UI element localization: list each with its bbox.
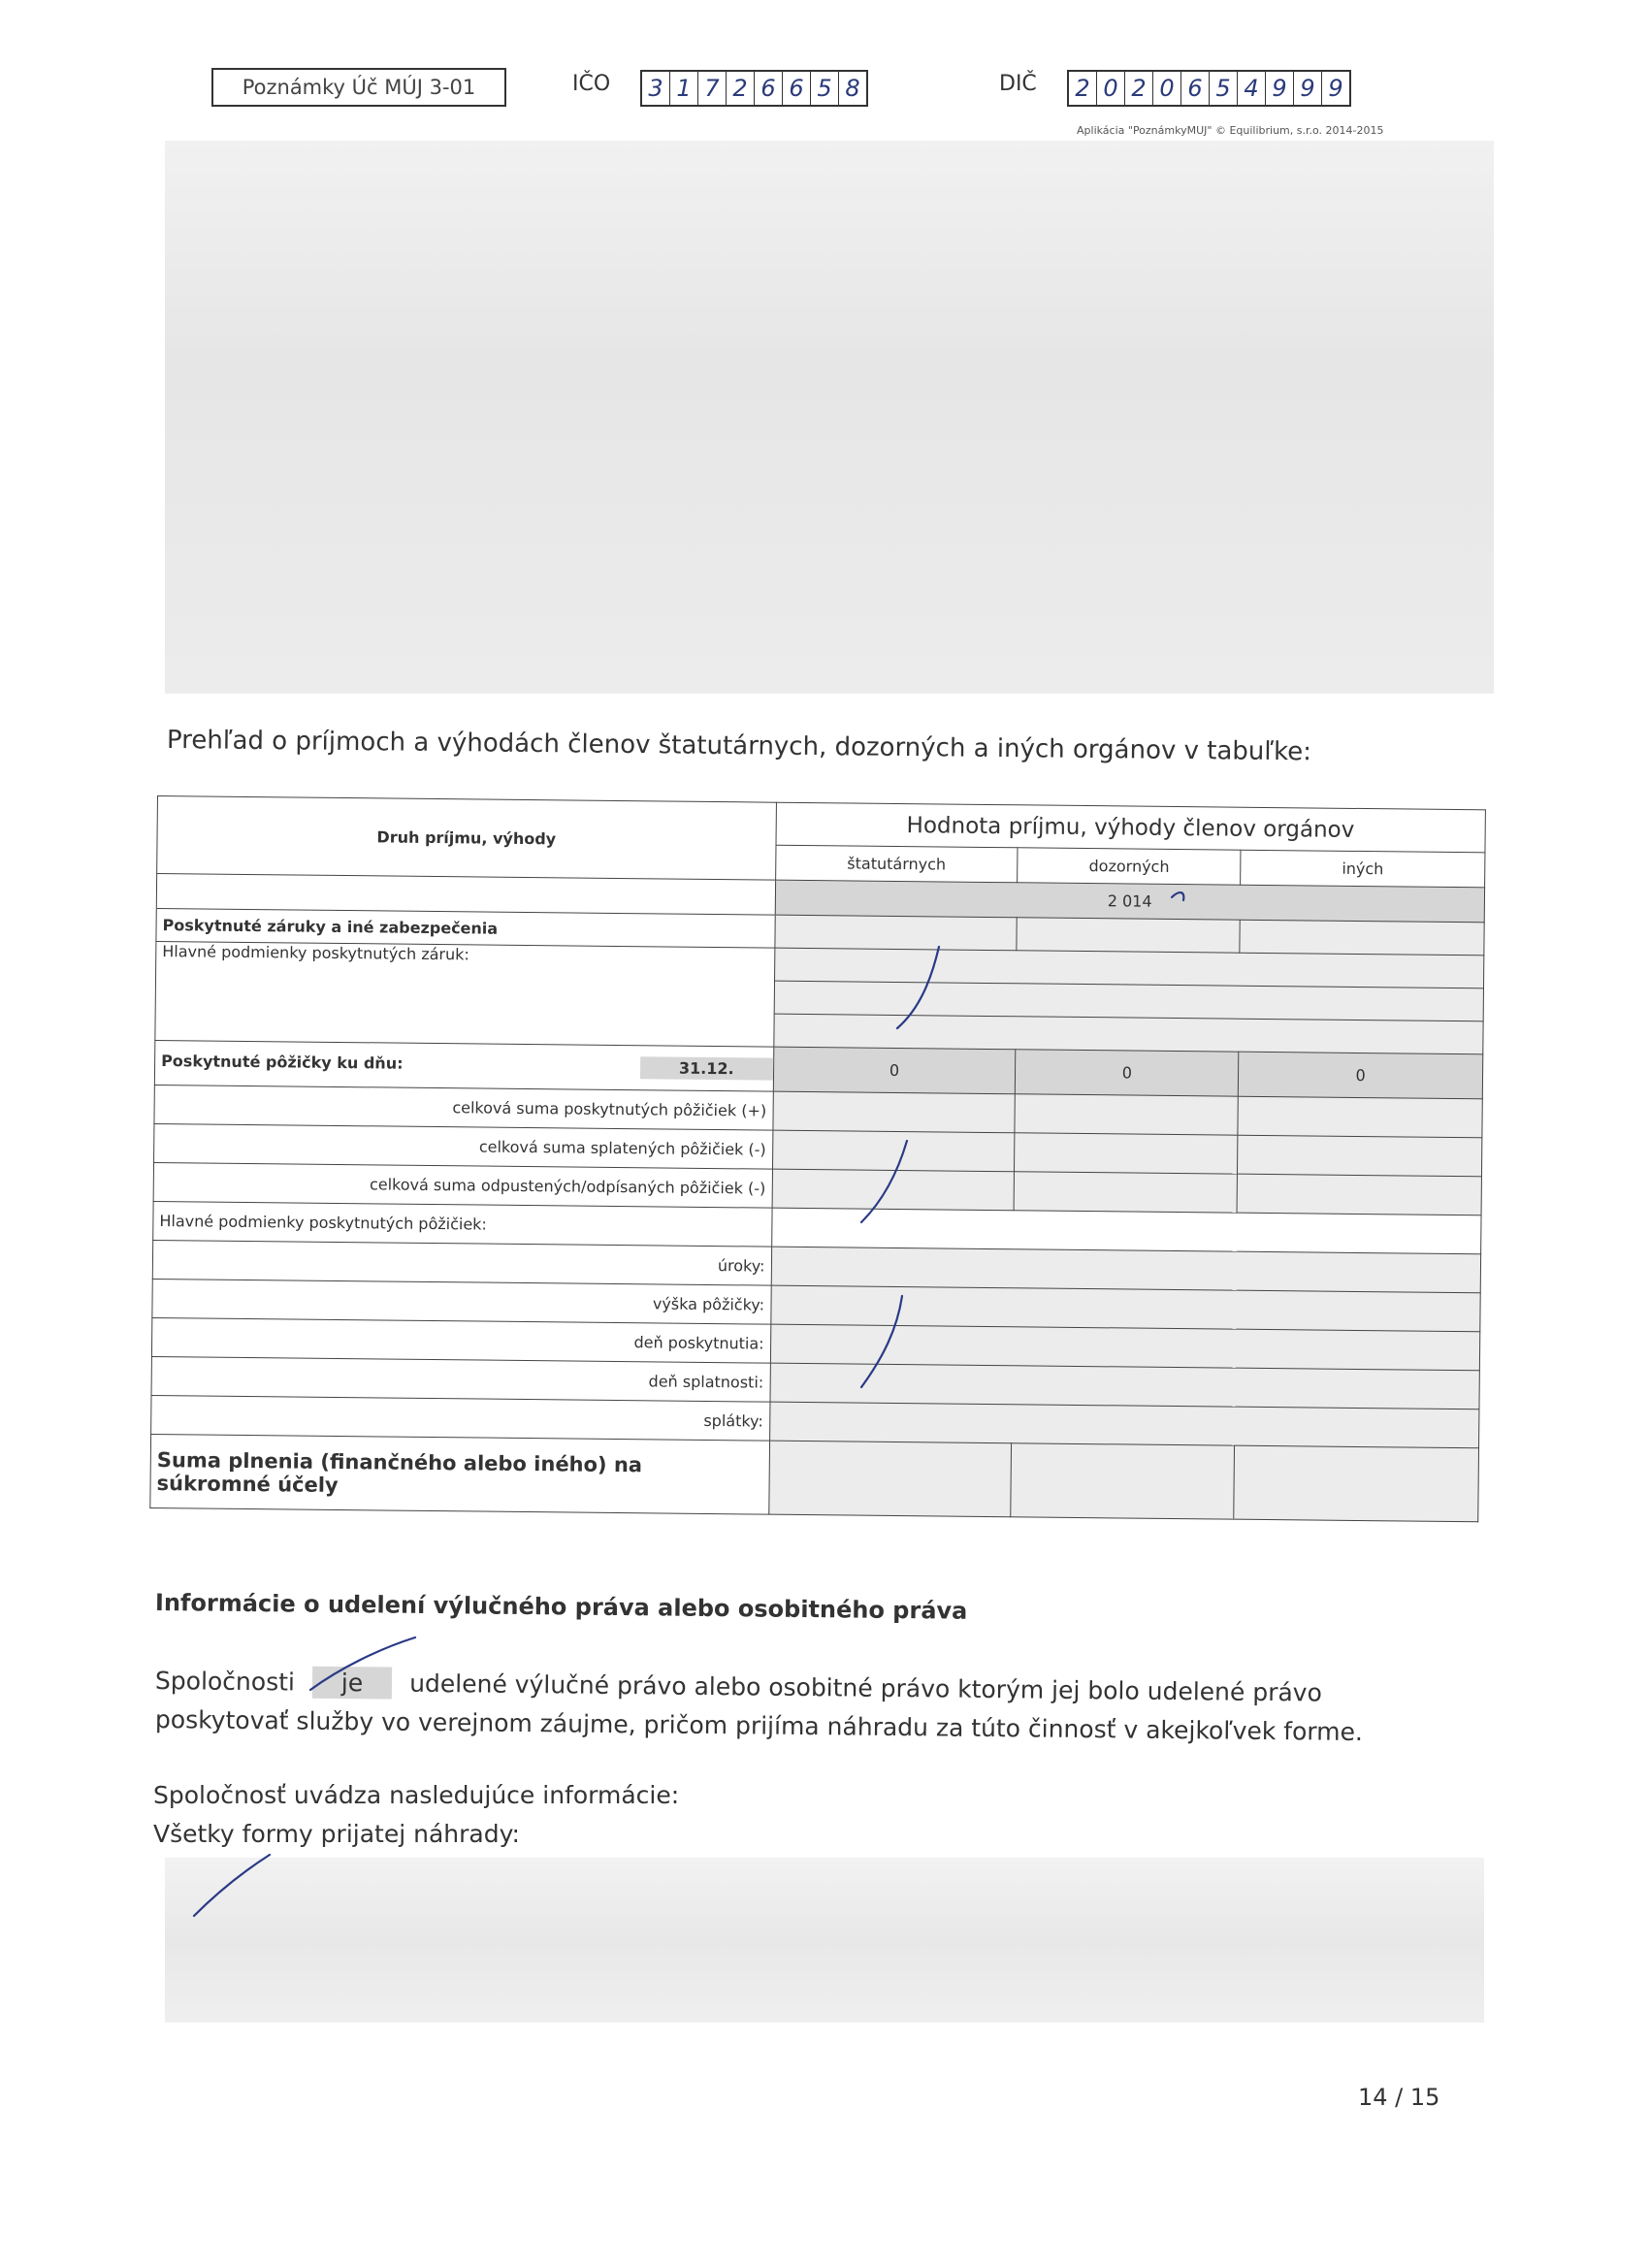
loans-conditions: Hlavné podmienky poskytnutých pôžičiek: — [153, 1201, 772, 1247]
exclusive-line1-post: udelené výlučné právo alebo osobitné právo ktorým jej bolo udelené právo — [409, 1669, 1323, 1707]
loans-value-dozornych: 0 — [1016, 1050, 1239, 1096]
cond-interest: úroky: — [152, 1240, 771, 1285]
ico-digit: 8 — [845, 75, 860, 102]
table-intro: Prehľad o príjmoch a výhodách členov štatutárnych, dozorných a iných orgánov v tabuľke: — [166, 726, 1312, 767]
loans-label-cell — [154, 1040, 773, 1091]
app-note: Aplikácia "PoznámkyMUJ" © Equilibrium, s.r.o. 2014-2015 — [1077, 124, 1384, 137]
ico-digit: 5 — [811, 72, 839, 105]
dic-digit: 2 — [1069, 72, 1097, 105]
ico-digit: 6 — [755, 72, 783, 105]
exclusive-line1-word: je — [312, 1667, 393, 1700]
form-code-box — [211, 68, 506, 107]
benefits-table — [149, 795, 1486, 1522]
exclusive-info-line: Spoločnosť uvádza nasledujúce informácie: — [153, 1781, 680, 1809]
loans-date: 31.12. — [640, 1056, 773, 1080]
redacted-area-bottom — [165, 1858, 1484, 2023]
loans-row-provided: celková suma poskytnutých pôžičiek (+) — [154, 1085, 773, 1130]
loans-value-inych: 0 — [1239, 1052, 1483, 1099]
cond-amount: výška pôžičky: — [152, 1279, 771, 1324]
ico-digit: 3 — [642, 72, 670, 105]
dic-digit: 2 — [1125, 72, 1153, 105]
year-cell: 2 014 — [775, 880, 1485, 923]
cond-installments: splátky: — [151, 1395, 770, 1441]
col-header-dozornych: dozorných — [1018, 848, 1241, 885]
ico-digit: 1 — [670, 72, 698, 105]
form-code: Poznámky Úč MÚJ 3-01 — [242, 76, 476, 99]
exclusive-heading: Informácie o udelení výlučného práva alebo osobitného práva — [154, 1589, 968, 1625]
ico-digit-boxes — [640, 70, 868, 107]
page-number: 14 / 15 — [1358, 2084, 1440, 2111]
private-use-label: Suma plnenia (finančného alebo iného) na súkromné účely — [150, 1434, 769, 1514]
dic-digit: 0 — [1097, 72, 1125, 105]
ico-digit: 6 — [783, 72, 811, 105]
ico-digit: 7 — [698, 72, 727, 105]
col-header-statutarnych: štatutárnych — [775, 845, 1018, 883]
dic-digit: 6 — [1181, 72, 1210, 105]
col-header-group: Hodnota príjmu, výhody členov orgánov — [776, 802, 1486, 853]
col-header-type: Druh príjmu, výhody — [157, 796, 776, 881]
cond-provided-date: deň poskytnutia: — [151, 1317, 770, 1363]
ico-label: IČO — [572, 72, 611, 96]
dic-digit: 9 — [1328, 75, 1343, 102]
dic-digit: 9 — [1266, 72, 1294, 105]
cond-due-date: deň splatnosti: — [151, 1356, 770, 1402]
dic-digit: 0 — [1153, 72, 1181, 105]
exclusive-forms-line: Všetky formy prijatej náhrady: — [153, 1820, 520, 1848]
loans-value-statutarnych: 0 — [773, 1047, 1016, 1094]
dic-label: DIČ — [999, 72, 1037, 96]
col-header-inych: iných — [1241, 850, 1485, 888]
dic-digit: 4 — [1238, 72, 1266, 105]
exclusive-line2: poskytovať služby vo verejnom záujme, pričom prijíma náhradu za túto činnosť v akejkoľvek forme. — [154, 1705, 1364, 1747]
guarantees-conditions: Hlavné podmienky poskytnutých záruk: — [155, 941, 775, 1047]
exclusive-line1 — [155, 1667, 1322, 1707]
loans-row-forgiven: celková suma odpustených/odpísaných pôžičiek (-) — [153, 1162, 772, 1208]
loans-label: Poskytnuté pôžičky ku dňu: — [161, 1052, 404, 1073]
dic-digit: 9 — [1294, 72, 1322, 105]
dic-digit: 5 — [1210, 72, 1238, 105]
ico-digit: 2 — [727, 72, 755, 105]
guarantees-label: Poskytnuté záruky a iné zabezpečenia — [156, 908, 775, 948]
exclusive-line1-pre: Spoločnosti — [154, 1667, 296, 1697]
dic-digit-boxes — [1067, 70, 1351, 107]
loans-row-repaid: celková suma splatených pôžičiek (-) — [154, 1123, 773, 1169]
redacted-area-top — [165, 141, 1494, 694]
